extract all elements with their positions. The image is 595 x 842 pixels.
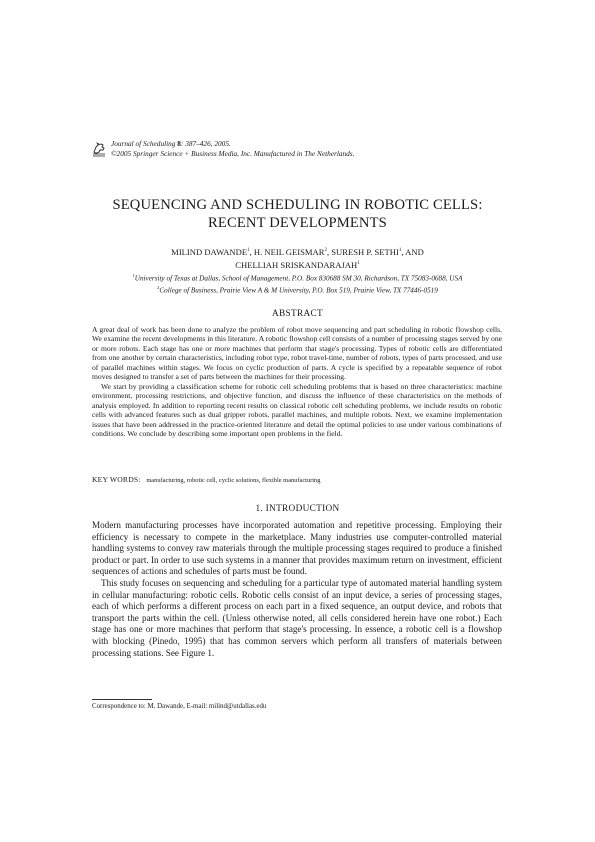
affiliation-number: 1 (132, 273, 135, 278)
footnote: Correspondence to: M. Dawande, E-mail: milind@utdallas.edu (92, 703, 267, 710)
author-separator: , AND (401, 246, 424, 257)
author-name: CHELLIAH SRISKANDARAJAH (235, 259, 358, 270)
keywords-label: KEY WORDS: (92, 475, 141, 484)
body-paragraph: This study focuses on sequencing and scheduling for a particular type of automated material handling system in cellular manufacturing: robotic cells. Robotic cells consist of an input device, a series of processing stages, each of which performs a different process on each part in a fixed sequence, an output device, and robots that transport the parts within the cell. (Unless otherwise noted, all cells considered herein have one robot.) Each stage has one or more machines that perform that stage's processing. In essence, a robotic cell is a flowshop with blocking (Pinedo, 1995) that has common servers which perform all transfers of materials between processing stations. See Figure 1. (92, 577, 502, 658)
title-line-1: SEQUENCING AND SCHEDULING IN ROBOTIC CELLS: (112, 197, 483, 213)
author-affil-mark: 1 (247, 248, 250, 253)
affiliations (60, 271, 535, 296)
title-line-2: RECENT DEVELOPMENTS (208, 215, 387, 231)
abstract-heading: ABSTRACT (272, 309, 323, 319)
author-affil-mark: 2 (324, 248, 327, 253)
affiliation-number: 2 (157, 285, 160, 291)
author-affil-mark: 1 (357, 260, 360, 266)
author-name: SURESH P. SETHI (331, 246, 399, 257)
body-paragraph: Modern manufacturing processes have incorporated automation and repetitive processing. Employing their efficiency is necessary to compete in the marketplace. Many industries use computer-controlled material handling systems to convey raw materials through the multiple processing stages required to produce a finished product or part. In order to use such systems in a manner that provides maximum return on investment, efficient sequences of actions and schedules of parts must be found. (92, 520, 502, 577)
author-name: H. NEIL GEISMAR (253, 246, 325, 257)
affiliation-item (60, 271, 535, 283)
springer-logo-icon (92, 141, 106, 157)
author-affil-mark: 1 (398, 248, 402, 253)
affiliation-text: College of Business, Prairie View A & M University, P.O. Box 519, Prairie View, TX 77446-0519 (159, 286, 438, 295)
author-name: MILIND DAWANDE (171, 246, 248, 257)
journal-citation-rest: : 387–426, 2005. (180, 139, 231, 148)
abstract-paragraph: A great deal of work has been done to analyze the problem of robot move sequencing and part scheduling in robotic flowshop cells. We examine the recent developments in this literature. A robotic flowshop cell consists of a number of processing stages served by one or more robots. Each stage has one or more machines that perform that stage's processing. Types of robotic cells are differentiated from one another by certain characteristics, including robot type, robot travel-time, number of robots, types of parts processed, and use of parallel machines within stages. We focus on cyclic production of parts. A cycle is specified by a repeatable sequence of robot moves designed to transfer a set of parts between the machines for their processing. (92, 325, 502, 382)
journal-header (94, 139, 514, 159)
paper-title (60, 196, 535, 232)
keywords (92, 475, 502, 486)
author-separator: , (326, 246, 332, 257)
author-line-2 (60, 258, 535, 271)
journal-citation (111, 139, 514, 149)
keywords-text: manufacturing, robotic cell, cyclic solutions, flexible manufacturing (146, 477, 321, 484)
author-separator: , (249, 246, 254, 257)
affiliation-item (60, 283, 535, 295)
author-list (60, 245, 535, 271)
author-line-1 (60, 245, 535, 258)
section-body (92, 520, 502, 659)
abstract-body (92, 325, 502, 438)
journal-copyright: ©2005 Springer Science + Business Media, Inc. Manufactured in The Netherlands. (111, 149, 355, 158)
journal-volume: 8 (177, 139, 181, 148)
journal-name: Journal of Scheduling (111, 139, 176, 148)
section-heading: 1. INTRODUCTION (255, 504, 340, 514)
abstract-paragraph: We start by providing a classification scheme for robotic cell scheduling problems that is based on three characteristics: machine environment, processing restrictions, and objective function, and discuss the influence of these characteristics on the methods of analysis employed. In addition to reporting recent results on classical robotic cell scheduling problems, we include results on robotic cells with advanced features such as dual gripper robots, parallel machines, and multiple robots. Next, we examine implementation issues that have been addressed in the practice-oriented literature and detail the optimal policies to use under various combinations of conditions. We conclude by describing some important open problems in the field. (92, 381, 502, 438)
affiliation-text: University of Texas at Dallas, School of Management, P.O. Box 830688 SM 30, Richardson, TX 75083-0688, USA (134, 274, 463, 283)
footnote-divider (92, 699, 152, 700)
